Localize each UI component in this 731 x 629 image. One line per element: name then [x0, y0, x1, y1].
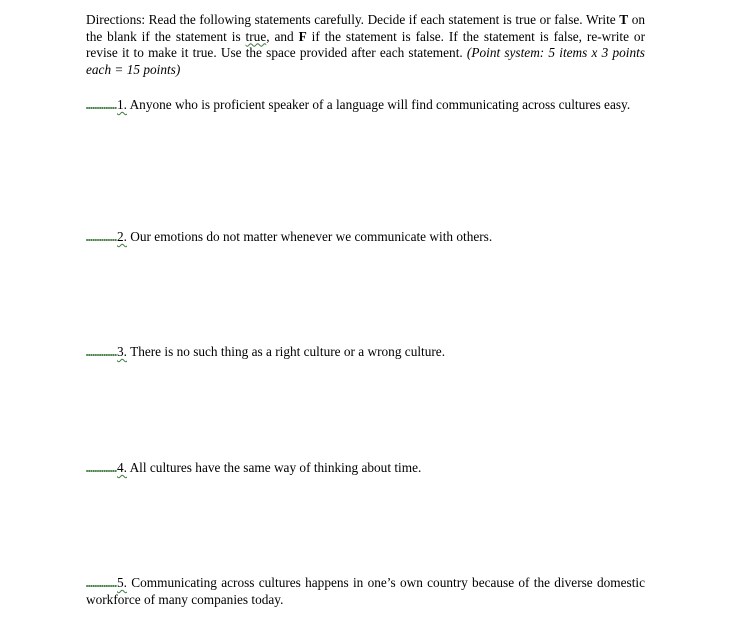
answer-blank[interactable] — [86, 577, 117, 587]
answer-blank[interactable] — [86, 231, 117, 241]
directions-text-2: on the blank if the statement is — [86, 12, 645, 44]
worksheet-page — [86, 12, 646, 607]
item-text: Communicating across cultures happens in one’s own country because of the diverse domestic workforce of many companies today. — [86, 575, 645, 607]
point-system-note: (Point system: 5 items x 3 points each = 15 points) — [86, 45, 645, 77]
item-text: There is no such thing as a right culture or a wrong culture. — [126, 344, 446, 359]
statement-item — [86, 228, 645, 245]
directions-text-4: if the statement is false. If the statement is false, re-write or revise it to make it true. Use the space provided after each statement. — [86, 28, 646, 61]
item-number: 5. — [117, 575, 127, 590]
statement-item — [86, 96, 645, 113]
true-letter: T — [619, 12, 629, 27]
answer-blank[interactable] — [86, 462, 117, 472]
item-number: 4. — [117, 460, 127, 475]
directions-text-1: Directions: Read the following statements carefully. Decide if each statement is true or false. Write — [86, 12, 620, 27]
item-text: Anyone who is proficient speaker of a language will find communicating across cultures easy. — [126, 97, 631, 112]
statement-item — [86, 574, 645, 608]
statement-item — [86, 459, 645, 476]
item-number: 1. — [117, 97, 127, 112]
item-number: 2. — [117, 229, 127, 244]
answer-blank[interactable] — [86, 346, 117, 356]
directions-paragraph — [86, 12, 645, 78]
false-letter: F — [298, 28, 307, 44]
item-text: Our emotions do not matter whenever we communicate with others. — [126, 229, 493, 244]
item-text: All cultures have the same way of thinking about time. — [126, 460, 422, 475]
true-word: true — [245, 28, 267, 44]
item-number: 3. — [117, 344, 127, 359]
statement-item — [86, 343, 645, 360]
directions-text-3: , and — [266, 28, 299, 44]
answer-blank[interactable] — [86, 99, 117, 109]
